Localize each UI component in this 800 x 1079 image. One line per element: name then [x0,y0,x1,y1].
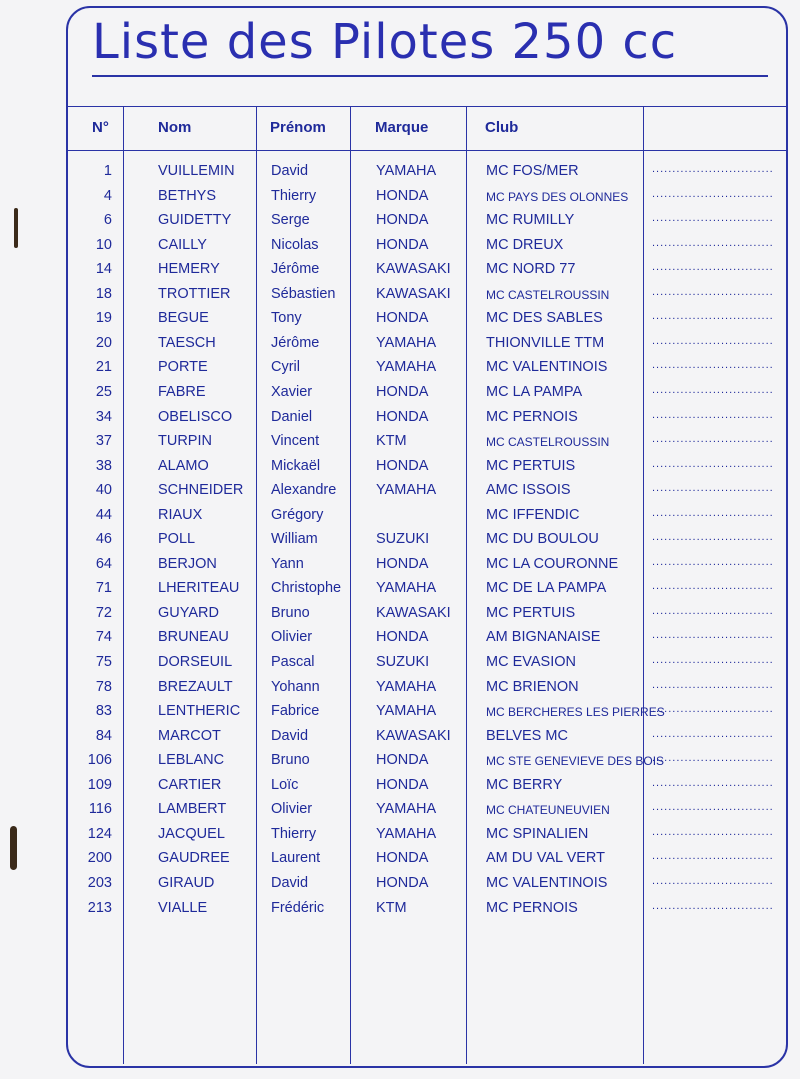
pilot-prenom: Serge [271,212,310,228]
pilot-marque: HONDA [376,237,429,253]
pilot-marque: YAMAHA [376,163,437,179]
pilot-nom: BREZAULT [158,679,233,695]
column-divider [643,106,644,1064]
pilot-club: AM DU VAL VERT [486,850,605,866]
pilot-club: MC CASTELROUSSIN [486,435,610,449]
pilot-nom: CAILLY [158,237,207,253]
pilot-marque: SUZUKI [376,531,430,547]
pilot-club: MC DU BOULOU [486,531,599,547]
pilot-marque: YAMAHA [376,482,437,498]
pilot-marque: SUZUKI [376,654,430,670]
column-divider [123,106,124,1064]
pilot-marque: HONDA [376,850,429,866]
pilot-marque: HONDA [376,188,429,204]
pilot-club: MC PERTUIS [486,605,576,621]
pilot-club: MC LA COURONNE [486,556,619,572]
pilot-nom: GAUDREE [158,850,230,866]
pilot-nom: RIAUX [158,507,203,523]
pilot-number: 74 [95,629,112,645]
signature-dots: .............................. [652,433,774,445]
pilot-club: MC RUMILLY [486,212,575,228]
signature-dots: .............................. [652,728,774,740]
pilot-marque: KAWASAKI [376,286,451,302]
pilot-marque: YAMAHA [376,826,437,842]
pilot-nom: DORSEUIL [158,654,233,670]
pilot-prenom: William [271,531,318,547]
pilot-nom: LAMBERT [158,801,227,817]
pilot-club: MC STE GENEVIEVE DES BOIS [486,754,665,768]
pilot-club: MC CASTELROUSSIN [486,288,610,302]
pilot-club: MC PAYS DES OLONNES [486,190,629,204]
signature-dots: .............................. [652,900,774,912]
signature-dots: .............................. [652,801,774,813]
pilot-marque: KAWASAKI [376,261,451,277]
pilot-club: MC BRIENON [486,679,579,695]
pilot-nom: CARTIER [158,777,222,793]
pilot-number: 116 [88,801,112,817]
pilot-number: 1 [103,163,112,179]
signature-dots: .............................. [652,777,774,789]
signature-dots: .............................. [652,580,774,592]
pilot-nom: BRUNEAU [158,629,229,645]
pilot-club: MC FOS/MER [486,163,579,179]
pilot-marque: HONDA [376,212,429,228]
pilot-number: 109 [87,777,112,793]
pilot-nom: BETHYS [158,188,217,204]
signature-dots: .............................. [652,531,774,543]
column-divider [256,106,257,1064]
pilot-nom: GUIDETTY [158,212,232,228]
signature-dots: .............................. [652,335,774,347]
pilot-prenom: Jérôme [271,335,320,351]
pilot-nom: BERJON [158,556,217,572]
pilot-marque: HONDA [376,752,429,768]
pilot-nom: GUYARD [158,605,219,621]
pilot-nom: VIALLE [158,900,208,916]
signature-dots: .............................. [652,482,774,494]
pilot-club: MC IFFENDIC [486,507,580,523]
signature-dots: .............................. [652,359,774,371]
pilot-prenom: Laurent [271,850,321,866]
pilot-club: MC PERNOIS [486,900,578,916]
pilot-club: MC LA PAMPA [486,384,583,400]
pilot-number: 38 [95,458,112,474]
pilot-number: 203 [87,875,112,891]
pilot-nom: LENTHERIC [158,703,241,719]
pilot-nom: BEGUE [158,310,209,326]
pilot-prenom: Cyril [271,359,300,375]
pilot-prenom: Nicolas [271,237,319,253]
signature-dots: .............................. [652,752,774,764]
pilot-marque: YAMAHA [376,801,437,817]
pilot-prenom: Jérôme [271,261,320,277]
pilot-prenom: David [271,163,309,179]
signature-dots: .............................. [652,237,774,249]
pilot-prenom: Loïc [271,777,299,793]
pilot-marque: YAMAHA [376,359,437,375]
pilot-prenom: Yann [271,556,304,572]
header-marque: Marque [375,119,429,136]
pilot-nom: MARCOT [158,728,221,744]
pilot-nom: TAESCH [158,335,216,351]
pilot-number: 25 [95,384,112,400]
pilot-number: 78 [95,679,112,695]
pilot-prenom: Thierry [271,826,317,842]
pilot-club: BELVES MC [486,728,568,744]
pilot-marque: HONDA [376,310,429,326]
signature-dots: .............................. [652,212,774,224]
pilot-marque: KAWASAKI [376,605,451,621]
pilot-club: MC DREUX [486,237,564,253]
pilot-number: 75 [95,654,112,670]
pilot-nom: GIRAUD [158,875,215,891]
pilot-nom: OBELISCO [158,409,233,425]
signature-dots: .............................. [652,605,774,617]
pilot-number: 124 [87,826,112,842]
pilot-prenom: Tony [271,310,302,326]
signature-dots: .............................. [652,507,774,519]
pilot-marque: YAMAHA [376,703,437,719]
pilot-number: 20 [95,335,112,351]
pilot-nom: LHERITEAU [158,580,240,596]
pilot-prenom: Mickaël [271,458,321,474]
signature-dots: .............................. [652,826,774,838]
pilot-number: 46 [95,531,112,547]
header-nom: Nom [158,119,192,136]
pilot-club: MC DES SABLES [486,310,603,326]
title-underline [92,75,768,77]
pilot-club: AM BIGNANAISE [486,629,601,645]
pilot-prenom: Olivier [271,801,313,817]
pilot-number: 21 [95,359,112,375]
pilot-club: MC BERCHERES LES PIERRES [486,705,665,719]
pilot-number: 213 [87,900,112,916]
pilot-prenom: Sébastien [271,286,336,302]
pilot-marque: KTM [376,900,407,916]
pilot-prenom: Fabrice [271,703,320,719]
signature-dots: .............................. [652,850,774,862]
pilot-prenom: Grégory [271,507,324,523]
pilot-nom: VUILLEMIN [158,163,235,179]
column-divider [350,106,351,1064]
pilot-number: 72 [95,605,112,621]
pilot-marque: HONDA [376,409,429,425]
signature-dots: .............................. [652,679,774,691]
signature-dots: .............................. [652,629,774,641]
pilot-nom: HEMERY [158,261,220,277]
pilot-number: 200 [87,850,112,866]
pilot-club: MC VALENTINOIS [486,875,608,891]
pilot-club: MC DE LA PAMPA [486,580,607,596]
pilot-marque: HONDA [376,458,429,474]
pilot-marque: YAMAHA [376,335,437,351]
pilot-number: 71 [95,580,112,596]
pilot-number: 14 [95,261,112,277]
page-title: Liste des Pilotes 250 cc [92,14,678,70]
pilot-number: 40 [95,482,112,498]
pilot-club: MC PERTUIS [486,458,576,474]
signature-dots: .............................. [652,310,774,322]
pilot-nom: POLL [158,531,196,547]
header-bottom-rule [68,150,786,151]
pilot-marque: KTM [376,433,407,449]
column-divider [466,106,467,1064]
pilot-prenom: Olivier [271,629,313,645]
header-prenom: Prénom [270,119,326,136]
pilot-club: MC SPINALIEN [486,826,589,842]
pilot-number: 10 [95,237,112,253]
pilot-club: MC BERRY [486,777,563,793]
pilot-prenom: Bruno [271,605,310,621]
header-club: Club [485,119,519,136]
pilot-nom: FABRE [158,384,206,400]
pilot-prenom: Alexandre [271,482,337,498]
header-num: N° [92,119,109,136]
pilot-nom: JACQUEL [158,826,225,842]
pilot-prenom: David [271,875,309,891]
pilot-marque: HONDA [376,556,429,572]
pilot-number: 106 [87,752,112,768]
pilot-marque: YAMAHA [376,580,437,596]
pilot-number: 19 [95,310,112,326]
pilot-number: 4 [103,188,112,204]
pilot-club: AMC ISSOIS [486,482,571,498]
pilot-club: MC EVASION [486,654,576,670]
binder-mark [10,826,17,870]
signature-dots: .............................. [652,703,774,715]
pilot-club: MC NORD 77 [486,261,576,277]
pilot-prenom: Bruno [271,752,310,768]
pilot-number: 37 [95,433,112,449]
signature-dots: .............................. [652,261,774,273]
pilot-nom: SCHNEIDER [158,482,244,498]
pilot-prenom: Pascal [271,654,315,670]
signature-dots: .............................. [652,163,774,175]
pilot-number: 64 [95,556,112,572]
pilot-marque: HONDA [376,629,429,645]
signature-dots: .............................. [652,556,774,568]
binder-mark [14,208,18,248]
pilot-nom: PORTE [158,359,208,375]
pilot-marque: YAMAHA [376,679,437,695]
table-top-rule [68,106,786,107]
pilot-nom: ALAMO [158,458,209,474]
signature-dots: .............................. [652,286,774,298]
pilot-nom: TROTTIER [158,286,231,302]
signature-dots: .............................. [652,458,774,470]
pilot-prenom: Vincent [271,433,320,449]
pilot-prenom: Christophe [271,580,342,596]
pilot-marque: HONDA [376,777,429,793]
pilot-marque: HONDA [376,875,429,891]
pilot-club: MC VALENTINOIS [486,359,608,375]
pilot-prenom: Xavier [271,384,313,400]
pilot-marque: KAWASAKI [376,728,451,744]
pilot-prenom: Daniel [271,409,313,425]
pilot-prenom: Frédéric [271,900,325,916]
pilot-number: 6 [103,212,112,228]
signature-dots: .............................. [652,188,774,200]
pilot-nom: LEBLANC [158,752,225,768]
signature-dots: .............................. [652,654,774,666]
pilot-marque: HONDA [376,384,429,400]
pilot-club: THIONVILLE TTM [486,335,605,351]
pilot-number: 34 [95,409,112,425]
pilot-club: MC CHATEUNEUVIEN [486,803,610,817]
pilot-nom: TURPIN [158,433,212,449]
pilot-number: 18 [95,286,112,302]
signature-dots: .............................. [652,384,774,396]
pilot-prenom: David [271,728,309,744]
pilot-number: 44 [95,507,112,523]
pilot-club: MC PERNOIS [486,409,578,425]
signature-dots: .............................. [652,409,774,421]
pilot-prenom: Thierry [271,188,317,204]
pilot-number: 84 [95,728,112,744]
pilot-prenom: Yohann [271,679,320,695]
pilot-number: 83 [95,703,112,719]
signature-dots: .............................. [652,875,774,887]
